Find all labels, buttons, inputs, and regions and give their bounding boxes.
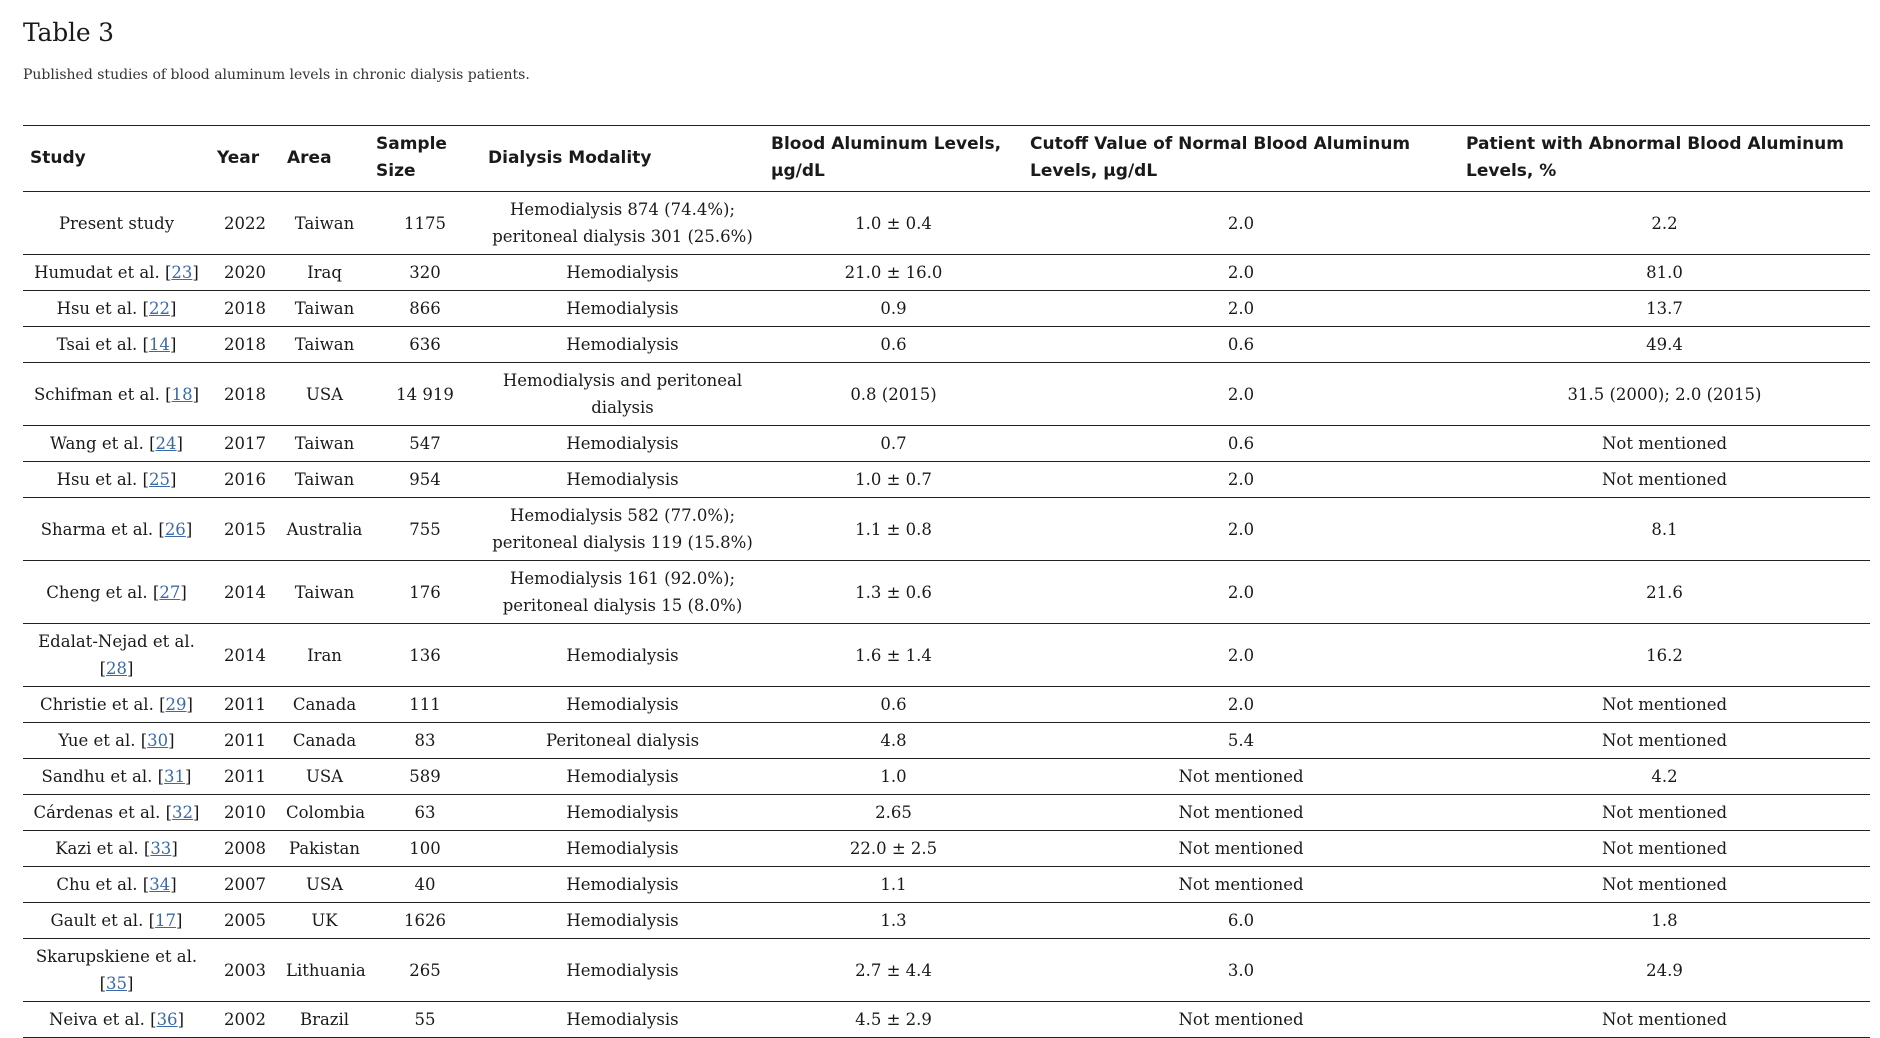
area-cell: Taiwan <box>280 561 369 624</box>
modality-cell: Hemodialysis <box>481 624 764 687</box>
area-cell: Taiwan <box>280 426 369 462</box>
cutoff-cell: 2.0 <box>1023 291 1459 327</box>
modality-cell: Hemodialysis <box>481 759 764 795</box>
modality-cell: Hemodialysis <box>481 291 764 327</box>
cutoff-cell: Not mentioned <box>1023 1002 1459 1038</box>
cutoff-cell: 2.0 <box>1023 255 1459 291</box>
cutoff-cell: 0.6 <box>1023 327 1459 363</box>
level-cell: 4.8 <box>764 723 1023 759</box>
area-cell: UK <box>280 903 369 939</box>
sample-size-cell: 63 <box>369 795 481 831</box>
reference-link[interactable]: 18 <box>171 384 193 404</box>
area-cell: Iraq <box>280 255 369 291</box>
study-cell <box>23 795 210 831</box>
ref-wrap: [36] <box>144 1010 184 1029</box>
abnormal-cell: Not mentioned <box>1459 795 1870 831</box>
sample-size-cell: 636 <box>369 327 481 363</box>
table-row <box>23 723 1870 759</box>
modality-cell: Hemodialysis <box>481 903 764 939</box>
area-cell: Canada <box>280 687 369 723</box>
area-cell: Taiwan <box>280 192 369 255</box>
cutoff-cell: 2.0 <box>1023 192 1459 255</box>
header-cutoff-value: Cutoff Value of Normal Blood Aluminum Levels, µg/dL <box>1030 134 1411 181</box>
modality-cell: Peritoneal dialysis <box>481 723 764 759</box>
year-cell: 2018 <box>210 363 280 426</box>
modality-cell: Hemodialysis <box>481 831 764 867</box>
study-name: Sandhu et al. <box>41 767 153 786</box>
table-row <box>23 903 1870 939</box>
study-name: Christie et al. <box>40 695 154 714</box>
reference-link[interactable]: 32 <box>172 803 194 822</box>
sample-size-cell: 111 <box>369 687 481 723</box>
abnormal-cell: 24.9 <box>1459 939 1870 1002</box>
cutoff-cell: 2.0 <box>1023 498 1459 561</box>
area-cell: Lithuania <box>280 939 369 1002</box>
modality-cell: Hemodialysis <box>481 1002 764 1038</box>
year-cell: 2002 <box>210 1002 280 1038</box>
table-row <box>23 795 1870 831</box>
header-dialysis-modality: Dialysis Modality <box>488 147 652 168</box>
level-cell: 4.5 ± 2.9 <box>764 1002 1023 1038</box>
modality-cell: Hemodialysis <box>481 867 764 903</box>
header-abnormal-percent: Patient with Abnormal Blood Aluminum Levels, % <box>1466 134 1844 181</box>
ref-wrap: [32] <box>160 803 200 822</box>
study-cell <box>23 291 210 327</box>
sample-size-cell: 547 <box>369 426 481 462</box>
area-cell: USA <box>280 363 369 426</box>
study-name: Yue et al. <box>58 731 136 750</box>
ref-wrap: [31] <box>152 767 192 786</box>
reference-link[interactable]: 31 <box>164 767 186 786</box>
reference-link[interactable]: 23 <box>171 263 193 282</box>
sample-size-cell: 1175 <box>369 192 481 255</box>
cutoff-cell: Not mentioned <box>1023 867 1459 903</box>
study-name: Chu et al. <box>56 875 138 894</box>
studies-table <box>23 125 1870 1038</box>
table-row <box>23 498 1870 561</box>
abnormal-cell: Not mentioned <box>1459 831 1870 867</box>
abnormal-cell: 13.7 <box>1459 291 1870 327</box>
study-cell <box>23 462 210 498</box>
study-cell <box>23 327 210 363</box>
study-name: Wang et al. <box>50 434 144 453</box>
header-sample-size: Sample Size <box>376 134 447 181</box>
modality-cell: Hemodialysis <box>481 462 764 498</box>
study-name: Edalat-Nejad et al. <box>38 632 195 651</box>
modality-cell: Hemodialysis 582 (77.0%); peritoneal dialysis 119 (15.8%) <box>481 498 764 561</box>
abnormal-cell: Not mentioned <box>1459 462 1870 498</box>
modality-cell: Hemodialysis 161 (92.0%); peritoneal dialysis 15 (8.0%) <box>481 561 764 624</box>
study-cell <box>23 561 210 624</box>
study-cell <box>23 723 210 759</box>
ref-wrap: [33] <box>138 839 178 858</box>
area-cell: Brazil <box>280 1002 369 1038</box>
level-cell: 1.1 <box>764 867 1023 903</box>
table-row <box>23 831 1870 867</box>
table-row <box>23 624 1870 687</box>
year-cell: 2010 <box>210 795 280 831</box>
level-cell: 0.9 <box>764 291 1023 327</box>
level-cell: 1.6 ± 1.4 <box>764 624 1023 687</box>
sample-size-cell: 589 <box>369 759 481 795</box>
year-cell: 2007 <box>210 867 280 903</box>
study-name: Hsu et al. <box>56 299 138 318</box>
area-cell: Taiwan <box>280 291 369 327</box>
study-name: Sharma et al. <box>40 519 154 539</box>
study-name: Neiva et al. <box>48 1010 145 1029</box>
study-name: Present study <box>58 213 175 233</box>
table-row <box>23 426 1870 462</box>
reference-link[interactable]: 22 <box>148 299 170 318</box>
abnormal-cell: Not mentioned <box>1459 426 1870 462</box>
study-name: Skarupskiene et al. <box>35 947 198 966</box>
year-cell: 2020 <box>210 255 280 291</box>
year-cell: 2018 <box>210 291 280 327</box>
modality-cell: Hemodialysis <box>481 687 764 723</box>
table-title: Table 3 <box>23 18 114 47</box>
abnormal-cell: 16.2 <box>1459 624 1870 687</box>
ref-wrap: [22] <box>137 299 177 318</box>
table-row <box>23 462 1870 498</box>
year-cell: 2008 <box>210 831 280 867</box>
ref-wrap: [27] <box>147 582 187 602</box>
header-area: Area <box>287 147 332 168</box>
header-row <box>23 126 1870 192</box>
ref-wrap: [17] <box>143 911 183 930</box>
abnormal-cell: 49.4 <box>1459 327 1870 363</box>
ref-wrap: [23] <box>159 263 199 282</box>
year-cell: 2011 <box>210 759 280 795</box>
area-cell: USA <box>280 759 369 795</box>
study-cell <box>23 831 210 867</box>
study-cell <box>23 426 210 462</box>
area-cell: Taiwan <box>280 327 369 363</box>
reference-link[interactable]: 14 <box>148 335 170 354</box>
abnormal-cell: Not mentioned <box>1459 723 1870 759</box>
year-cell: 2018 <box>210 327 280 363</box>
ref-wrap: [25] <box>137 470 177 489</box>
study-name: Cárdenas et al. <box>33 803 161 822</box>
table-row <box>23 939 1870 1002</box>
sample-size-cell: 1626 <box>369 903 481 939</box>
study-name: Tsai et al. <box>56 335 138 354</box>
reference-link[interactable]: 27 <box>159 582 181 602</box>
sample-size-cell: 176 <box>369 561 481 624</box>
reference-link[interactable]: 24 <box>155 434 177 453</box>
cutoff-cell: 0.6 <box>1023 426 1459 462</box>
modality-cell: Hemodialysis <box>481 426 764 462</box>
header-blood-aluminum-levels: Blood Aluminum Levels, µg/dL <box>771 134 1002 181</box>
abnormal-cell: 1.8 <box>1459 903 1870 939</box>
cutoff-cell: 2.0 <box>1023 561 1459 624</box>
ref-wrap: [30] <box>135 731 175 750</box>
study-cell <box>23 363 210 426</box>
abnormal-cell: Not mentioned <box>1459 687 1870 723</box>
year-cell: 2016 <box>210 462 280 498</box>
area-cell: Colombia <box>280 795 369 831</box>
sample-size-cell: 136 <box>369 624 481 687</box>
modality-cell: Hemodialysis <box>481 255 764 291</box>
sample-size-cell: 755 <box>369 498 481 561</box>
modality-cell: Hemodialysis and peritoneal dialysis <box>481 363 764 426</box>
area-cell: USA <box>280 867 369 903</box>
reference-link[interactable]: 17 <box>155 911 177 930</box>
reference-link[interactable]: 33 <box>150 839 172 858</box>
area-cell: Australia <box>280 498 369 561</box>
abnormal-cell: 31.5 (2000); 2.0 (2015) <box>1459 363 1870 426</box>
level-cell: 0.7 <box>764 426 1023 462</box>
sample-size-cell: 954 <box>369 462 481 498</box>
ref-wrap: [26] <box>153 519 193 539</box>
sample-size-cell: 265 <box>369 939 481 1002</box>
area-cell: Pakistan <box>280 831 369 867</box>
study-cell <box>23 255 210 291</box>
cutoff-cell: 2.0 <box>1023 624 1459 687</box>
ref-wrap: [18] <box>159 384 200 404</box>
reference-link[interactable]: 28 <box>106 659 127 678</box>
reference-link[interactable]: 25 <box>148 470 170 489</box>
year-cell: 2011 <box>210 687 280 723</box>
ref-wrap: [29] <box>153 695 193 714</box>
table-row <box>23 291 1870 327</box>
reference-link[interactable]: 36 <box>156 1010 178 1029</box>
year-cell: 2014 <box>210 624 280 687</box>
level-cell: 0.6 <box>764 327 1023 363</box>
ref-wrap: [35] <box>99 974 134 993</box>
level-cell: 1.0 ± 0.4 <box>764 192 1023 255</box>
abnormal-cell: 8.1 <box>1459 498 1870 561</box>
reference-link[interactable]: 29 <box>165 695 187 714</box>
reference-link[interactable]: 30 <box>147 731 169 750</box>
table-row <box>23 561 1870 624</box>
abnormal-cell: Not mentioned <box>1459 1002 1870 1038</box>
sample-size-cell: 866 <box>369 291 481 327</box>
sample-size-cell: 14 919 <box>369 363 481 426</box>
table-body <box>23 192 1870 1038</box>
cutoff-cell: 3.0 <box>1023 939 1459 1002</box>
table-row <box>23 1002 1870 1038</box>
level-cell: 0.6 <box>764 687 1023 723</box>
sample-size-cell: 55 <box>369 1002 481 1038</box>
area-cell: Taiwan <box>280 462 369 498</box>
cutoff-cell: 6.0 <box>1023 903 1459 939</box>
study-cell <box>23 498 210 561</box>
cutoff-cell: 2.0 <box>1023 363 1459 426</box>
sample-size-cell: 320 <box>369 255 481 291</box>
year-cell: 2005 <box>210 903 280 939</box>
level-cell: 1.1 ± 0.8 <box>764 498 1023 561</box>
table-row <box>23 687 1870 723</box>
modality-cell: Hemodialysis 874 (74.4%); peritoneal dialysis 301 (25.6%) <box>481 192 764 255</box>
level-cell: 22.0 ± 2.5 <box>764 831 1023 867</box>
reference-link[interactable]: 34 <box>149 875 171 894</box>
ref-wrap: [28] <box>99 659 134 678</box>
year-cell: 2003 <box>210 939 280 1002</box>
abnormal-cell: 4.2 <box>1459 759 1870 795</box>
abnormal-cell: 81.0 <box>1459 255 1870 291</box>
table-row <box>23 255 1870 291</box>
area-cell: Canada <box>280 723 369 759</box>
level-cell: 2.7 ± 4.4 <box>764 939 1023 1002</box>
table-row <box>23 363 1870 426</box>
study-name: Hsu et al. <box>56 470 138 489</box>
study-cell <box>23 1002 210 1038</box>
level-cell: 1.3 ± 0.6 <box>764 561 1023 624</box>
ref-wrap: [14] <box>137 335 177 354</box>
cutoff-cell: 5.4 <box>1023 723 1459 759</box>
cutoff-cell: Not mentioned <box>1023 831 1459 867</box>
cutoff-cell: 2.0 <box>1023 462 1459 498</box>
year-cell: 2011 <box>210 723 280 759</box>
cutoff-cell: Not mentioned <box>1023 795 1459 831</box>
abnormal-cell: Not mentioned <box>1459 867 1870 903</box>
header-year: Year <box>217 147 260 168</box>
cutoff-cell: Not mentioned <box>1023 759 1459 795</box>
level-cell: 0.8 (2015) <box>764 363 1023 426</box>
study-name: Kazi et al. <box>55 839 139 858</box>
level-cell: 1.0 <box>764 759 1023 795</box>
study-cell <box>23 192 210 255</box>
study-cell <box>23 903 210 939</box>
ref-wrap: [34] <box>137 875 177 894</box>
year-cell: 2017 <box>210 426 280 462</box>
modality-cell: Hemodialysis <box>481 795 764 831</box>
table-row <box>23 192 1870 255</box>
table-row <box>23 327 1870 363</box>
level-cell: 1.3 <box>764 903 1023 939</box>
abnormal-cell: 21.6 <box>1459 561 1870 624</box>
table-caption: Published studies of blood aluminum levels in chronic dialysis patients. <box>23 67 530 83</box>
modality-cell: Hemodialysis <box>481 327 764 363</box>
modality-cell: Hemodialysis <box>481 939 764 1002</box>
reference-link[interactable]: 35 <box>106 974 127 993</box>
sample-size-cell: 100 <box>369 831 481 867</box>
year-cell: 2022 <box>210 192 280 255</box>
study-name: Cheng et al. <box>46 582 148 602</box>
level-cell: 1.0 ± 0.7 <box>764 462 1023 498</box>
cutoff-cell: 2.0 <box>1023 687 1459 723</box>
study-name: Schifman et al. <box>33 384 160 404</box>
study-cell <box>23 939 210 1002</box>
study-name: Gault et al. <box>50 911 144 930</box>
header-study: Study <box>30 147 86 168</box>
study-cell <box>23 624 210 687</box>
study-cell <box>23 867 210 903</box>
year-cell: 2015 <box>210 498 280 561</box>
study-cell <box>23 687 210 723</box>
sample-size-cell: 40 <box>369 867 481 903</box>
area-cell: Iran <box>280 624 369 687</box>
level-cell: 2.65 <box>764 795 1023 831</box>
study-cell <box>23 759 210 795</box>
sample-size-cell: 83 <box>369 723 481 759</box>
reference-link[interactable]: 26 <box>164 519 186 539</box>
ref-wrap: [24] <box>143 434 183 453</box>
table-row <box>23 867 1870 903</box>
abnormal-cell: 2.2 <box>1459 192 1870 255</box>
table-row <box>23 759 1870 795</box>
study-name: Humudat et al. <box>34 263 160 282</box>
level-cell: 21.0 ± 16.0 <box>764 255 1023 291</box>
year-cell: 2014 <box>210 561 280 624</box>
